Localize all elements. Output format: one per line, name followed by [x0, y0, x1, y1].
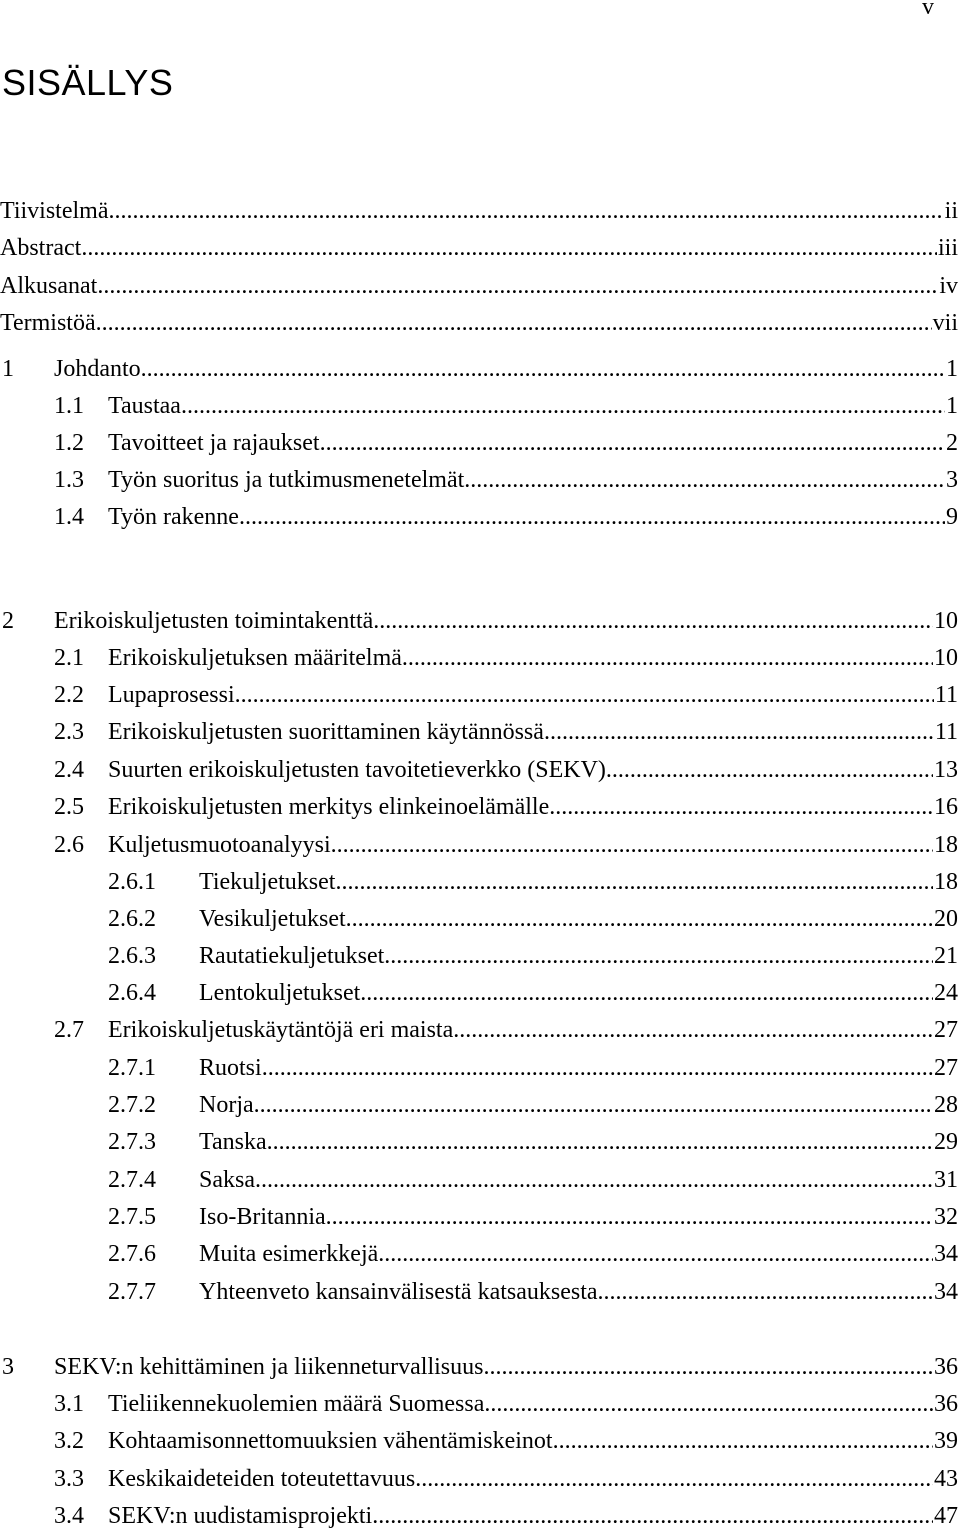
- toc-entry-label: Kuljetusmuotoanalyysi: [108, 832, 331, 858]
- toc-entry-label: Erikoiskuljetuskäytäntöjä eri maista: [108, 1017, 454, 1043]
- toc-entry[interactable]: [0, 715, 958, 749]
- toc-entry-label: Suurten erikoiskuljetusten tavoitetieverkko (SEKV): [108, 757, 606, 783]
- toc-entry-page: 29: [934, 1129, 958, 1155]
- toc-entry-number: 3.4: [54, 1503, 84, 1529]
- toc-dot-leader: [464, 463, 945, 497]
- toc-entry[interactable]: [0, 604, 958, 638]
- toc-dot-leader: [81, 231, 937, 265]
- toc-entry-number: 1.1: [54, 393, 84, 419]
- toc-entry-label: Erikoiskuljetuksen määritelmä: [108, 645, 402, 671]
- toc-entry-label: Muita esimerkkejä: [199, 1241, 379, 1267]
- toc-entry-page: 47: [934, 1503, 958, 1529]
- toc-entry-number: 2: [2, 608, 14, 634]
- toc-entry[interactable]: [0, 194, 958, 228]
- toc-dot-leader: [255, 1163, 933, 1197]
- toc-entry[interactable]: [0, 1051, 958, 1085]
- toc-entry[interactable]: [0, 352, 958, 386]
- toc-entry-label: Rautatiekuljetukset: [199, 943, 385, 969]
- toc-dot-leader: [97, 269, 938, 303]
- toc-entry-page: 24: [934, 980, 958, 1006]
- toc-entry-label: Tavoitteet ja rajaukset: [108, 430, 320, 456]
- toc-entry-page: 11: [934, 719, 958, 745]
- toc-entry-page: 36: [934, 1391, 958, 1417]
- toc-dot-leader: [402, 641, 933, 675]
- toc-entry-number: 2.6.1: [108, 869, 156, 895]
- toc-entry[interactable]: [0, 1125, 958, 1159]
- toc-dot-leader: [335, 865, 933, 899]
- toc-dot-leader: [484, 1387, 933, 1421]
- toc-dot-leader: [372, 1499, 933, 1533]
- toc-entry-label: Abstract: [0, 235, 82, 261]
- toc-entry-page: ii: [944, 198, 958, 224]
- toc-entry[interactable]: [0, 463, 958, 497]
- toc-entry[interactable]: [0, 269, 958, 303]
- toc-entry[interactable]: [0, 939, 958, 973]
- toc-entry-page: 18: [934, 832, 958, 858]
- toc-entry-label: Tieliikennekuolemien määrä Suomessa: [108, 1391, 485, 1417]
- toc-entry-page: 36: [934, 1354, 958, 1380]
- toc-dot-leader: [384, 939, 933, 973]
- toc-entry-label: Lupaprosessi: [108, 682, 235, 708]
- toc-entry-page: 34: [934, 1241, 958, 1267]
- toc-entry-label: Vesikuljetukset: [199, 906, 346, 932]
- toc-entry-number: 2.7.2: [108, 1092, 156, 1118]
- toc-entry-label: Työn suoritus ja tutkimusmenetelmät: [108, 467, 465, 493]
- toc-dot-leader: [606, 753, 933, 787]
- toc-dot-leader: [235, 678, 934, 712]
- toc-entry[interactable]: [0, 1275, 958, 1309]
- toc-entry[interactable]: [0, 1088, 958, 1122]
- toc-entry[interactable]: [0, 1200, 958, 1234]
- toc-entry-label: Keskikaideteiden toteutettavuus: [108, 1466, 416, 1492]
- toc-entry-page: 34: [934, 1279, 958, 1305]
- toc-entry-label: Alkusanat: [0, 273, 98, 299]
- toc-entry-number: 3.3: [54, 1466, 84, 1492]
- toc-dot-leader: [549, 790, 933, 824]
- toc-dot-leader: [553, 1424, 933, 1458]
- toc-entry-number: 2.7.3: [108, 1129, 156, 1155]
- toc-entry-page: 43: [934, 1466, 958, 1492]
- toc-entry[interactable]: [0, 1013, 958, 1047]
- toc-entry-page: 1: [946, 393, 958, 419]
- toc-entry-label: Erikoiskuljetusten toimintakenttä: [54, 608, 374, 634]
- page-title: SISÄLLYS: [2, 62, 174, 103]
- toc-entry-number: 2.7.7: [108, 1279, 156, 1305]
- toc-dot-leader: [378, 1237, 933, 1271]
- toc-entry[interactable]: [0, 231, 958, 265]
- toc-entry[interactable]: [0, 753, 958, 787]
- toc-entry-label: SEKV:n kehittäminen ja liikenneturvallisuus: [54, 1354, 484, 1380]
- toc-entry-page: 18: [934, 869, 958, 895]
- toc-entry[interactable]: [0, 828, 958, 862]
- toc-entry-page: 28: [934, 1092, 958, 1118]
- toc-entry-number: 2.6: [54, 832, 84, 858]
- toc-entry[interactable]: [0, 1350, 958, 1384]
- toc-entry-label: Tiekuljetukset: [199, 869, 336, 895]
- toc-entry-label: SEKV:n uudistamisprojekti: [108, 1503, 373, 1529]
- toc-entry[interactable]: [0, 865, 958, 899]
- toc-entry-label: Yhteenveto kansainvälisestä katsauksesta: [199, 1279, 598, 1305]
- toc-entry[interactable]: [0, 976, 958, 1010]
- toc-entry-number: 2.7.4: [108, 1167, 156, 1193]
- toc-entry-page: 27: [934, 1055, 958, 1081]
- toc-entry-label: Tiivistelmä: [0, 198, 109, 224]
- toc-entry-number: 2.7.1: [108, 1055, 156, 1081]
- toc-entry-page: 27: [934, 1017, 958, 1043]
- toc-dot-leader: [181, 389, 945, 423]
- toc-entry[interactable]: [0, 500, 958, 534]
- toc-dot-leader: [331, 828, 933, 862]
- toc-entry-label: Erikoiskuljetusten suorittaminen käytännössä: [108, 719, 544, 745]
- toc-entry-label: Norja: [199, 1092, 254, 1118]
- toc-entry-page: 20: [934, 906, 958, 932]
- toc-dot-leader: [254, 1088, 933, 1122]
- toc-dot-leader: [453, 1013, 933, 1047]
- toc-entry-page: 10: [934, 645, 958, 671]
- toc-entry-page: 32: [934, 1204, 958, 1230]
- toc-entry-label: Kohtaamisonnettomuuksien vähentämiskeinot: [108, 1428, 553, 1454]
- toc-dot-leader: [96, 306, 932, 340]
- toc-dot-leader: [346, 902, 933, 936]
- toc-entry-label: Taustaa: [108, 393, 181, 419]
- toc-entry-page: 2: [946, 430, 958, 456]
- toc-entry-page: 16: [934, 794, 958, 820]
- toc-entry[interactable]: [0, 1387, 958, 1421]
- toc-entry-label: Erikoiskuljetusten merkitys elinkeinoelämälle: [108, 794, 550, 820]
- toc-entry-number: 3.1: [54, 1391, 84, 1417]
- toc-dot-leader: [598, 1275, 933, 1309]
- toc-entry[interactable]: [0, 641, 958, 675]
- toc-entry-number: 3.2: [54, 1428, 84, 1454]
- toc-entry-label: Saksa: [199, 1167, 255, 1193]
- toc-entry-label: Termistöä: [0, 310, 96, 336]
- toc-entry-page: vii: [932, 310, 958, 336]
- toc-entry-number: 2.7: [54, 1017, 84, 1043]
- toc-entry-page: 1: [946, 356, 958, 382]
- toc-dot-leader: [326, 1200, 933, 1234]
- page-number: v: [922, 0, 934, 20]
- toc-entry[interactable]: [0, 902, 958, 936]
- toc-entry[interactable]: [0, 1499, 958, 1533]
- toc-dot-leader: [483, 1350, 933, 1384]
- toc-dot-leader: [239, 500, 945, 534]
- toc-entry-label: Lentokuljetukset: [199, 980, 361, 1006]
- toc-entry-number: 2.4: [54, 757, 84, 783]
- toc-entry-page: 39: [934, 1428, 958, 1454]
- toc-entry-page: 13: [934, 757, 958, 783]
- toc-entry-label: Työn rakenne: [108, 504, 239, 530]
- toc-dot-leader: [360, 976, 933, 1010]
- toc-entry-page: 11: [934, 682, 958, 708]
- toc-entry-page: 3: [946, 467, 958, 493]
- toc-entry-number: 2.3: [54, 719, 84, 745]
- toc-entry-page: iv: [939, 273, 958, 299]
- toc-entry[interactable]: [0, 426, 958, 460]
- toc-entry-number: 1.2: [54, 430, 84, 456]
- toc-entry-number: 2.7.5: [108, 1204, 156, 1230]
- toc-dot-leader: [267, 1125, 933, 1159]
- toc-entry-page: 21: [934, 943, 958, 969]
- toc-entry[interactable]: [0, 306, 958, 340]
- toc-dot-leader: [373, 604, 933, 638]
- toc-dot-leader: [141, 352, 945, 386]
- toc-entry-number: 2.2: [54, 682, 84, 708]
- toc-entry-number: 1.3: [54, 467, 84, 493]
- toc-dot-leader: [415, 1462, 933, 1496]
- toc-entry-label: Tanska: [199, 1129, 267, 1155]
- toc-entry-label: Ruotsi: [199, 1055, 262, 1081]
- toc-entry-label: Johdanto: [54, 356, 141, 382]
- toc-entry-number: 1.4: [54, 504, 84, 530]
- toc-entry-number: 1: [2, 356, 14, 382]
- toc-entry-number: 3: [2, 1354, 14, 1380]
- toc-entry-page: 31: [934, 1167, 958, 1193]
- toc-entry-page: 9: [946, 504, 958, 530]
- toc-entry-number: 2.5: [54, 794, 84, 820]
- toc-entry[interactable]: [0, 1237, 958, 1271]
- toc-entry-number: 2.7.6: [108, 1241, 156, 1267]
- toc-dot-leader: [262, 1051, 933, 1085]
- toc-dot-leader: [108, 194, 943, 228]
- toc-entry[interactable]: [0, 678, 958, 712]
- toc-entry-number: 2.6.4: [108, 980, 156, 1006]
- toc-entry-number: 2.1: [54, 645, 84, 671]
- toc-entry-number: 2.6.2: [108, 906, 156, 932]
- toc-entry-number: 2.6.3: [108, 943, 156, 969]
- toc-entry-page: 10: [934, 608, 958, 634]
- toc-dot-leader: [320, 426, 945, 460]
- toc-entry-page: iii: [937, 235, 958, 261]
- toc-entry[interactable]: [0, 1462, 958, 1496]
- toc-entry[interactable]: [0, 790, 958, 824]
- toc-entry[interactable]: [0, 1424, 958, 1458]
- toc-dot-leader: [544, 715, 934, 749]
- toc-entry[interactable]: [0, 1163, 958, 1197]
- toc-entry-label: Iso-Britannia: [199, 1204, 326, 1230]
- toc-entry[interactable]: [0, 389, 958, 423]
